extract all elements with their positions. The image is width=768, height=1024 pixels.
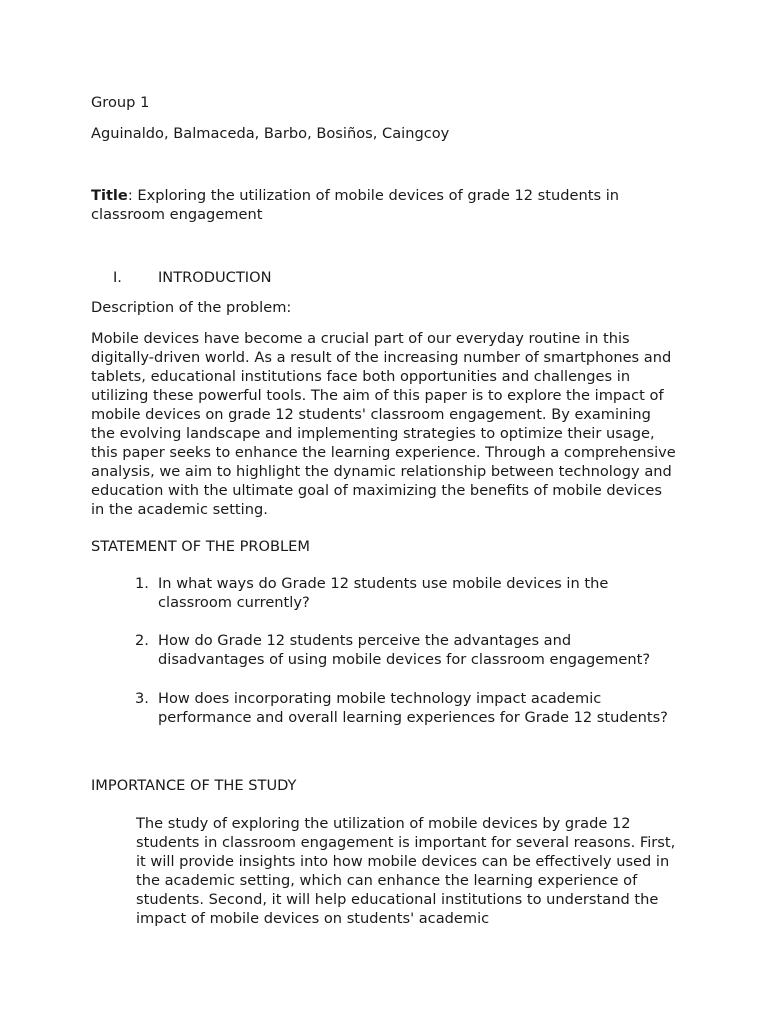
- title-text: Exploring the utilization of mobile devices of grade 12 students in classroom engagement: [91, 187, 619, 223]
- title-label: Title: [91, 187, 128, 204]
- list-item-text: In what ways do Grade 12 students use mobile devices in the classroom currently?: [158, 575, 609, 611]
- list-item: [135, 574, 675, 612]
- list-item-text: How do Grade 12 students perceive the advantages and disadvantages of using mobile devices for classroom engagement?: [158, 632, 651, 668]
- list-item-number: 3.: [135, 690, 149, 707]
- list-item: [135, 631, 675, 669]
- importance-paragraph: The study of exploring the utilization of mobile devices by grade 12 students in classroom engagement is important for several reasons. First, it will provide insights into how mobile devices can be effectively used in the academic setting, which can enhance the learning experience of students. Second, it will help educational institutions to understand the impact of mobile devices on students' academic: [136, 815, 676, 927]
- section-numeral: I.: [113, 269, 122, 286]
- paper-title: [91, 186, 676, 224]
- group-label: Group 1: [91, 94, 150, 111]
- title-separator: :: [127, 187, 138, 204]
- description-label: Description of the problem:: [91, 299, 292, 316]
- section-heading-statement: STATEMENT OF THE PROBLEM: [91, 538, 310, 555]
- section-heading-introduction: INTRODUCTION: [158, 269, 272, 286]
- list-item-number: 1.: [135, 575, 149, 592]
- list-item-text: How does incorporating mobile technology impact academic performance and overall learning experiences for Grade 12 students?: [158, 690, 668, 726]
- list-item: [135, 689, 675, 727]
- section-heading-importance: IMPORTANCE OF THE STUDY: [91, 777, 297, 794]
- description-paragraph: Mobile devices have become a crucial part of our everyday routine in this digitally-driven world. As a result of the increasing number of smartphones and tablets, educational institutions face both opportunities and challenges in utilizing these powerful tools. The aim of this paper is to explore the impact of mobile devices on grade 12 students' classroom engagement. By examining the evolving landscape and implementing strategies to optimize their usage, this paper seeks to enhance the learning experience. Through a comprehensive analysis, we aim to highlight the dynamic relationship between technology and education with the ultimate goal of maximizing the benefits of mobile devices in the academic setting.: [91, 330, 676, 518]
- list-item-number: 2.: [135, 632, 149, 649]
- author-list: Aguinaldo, Balmaceda, Barbo, Bosiños, Caingcoy: [91, 125, 450, 142]
